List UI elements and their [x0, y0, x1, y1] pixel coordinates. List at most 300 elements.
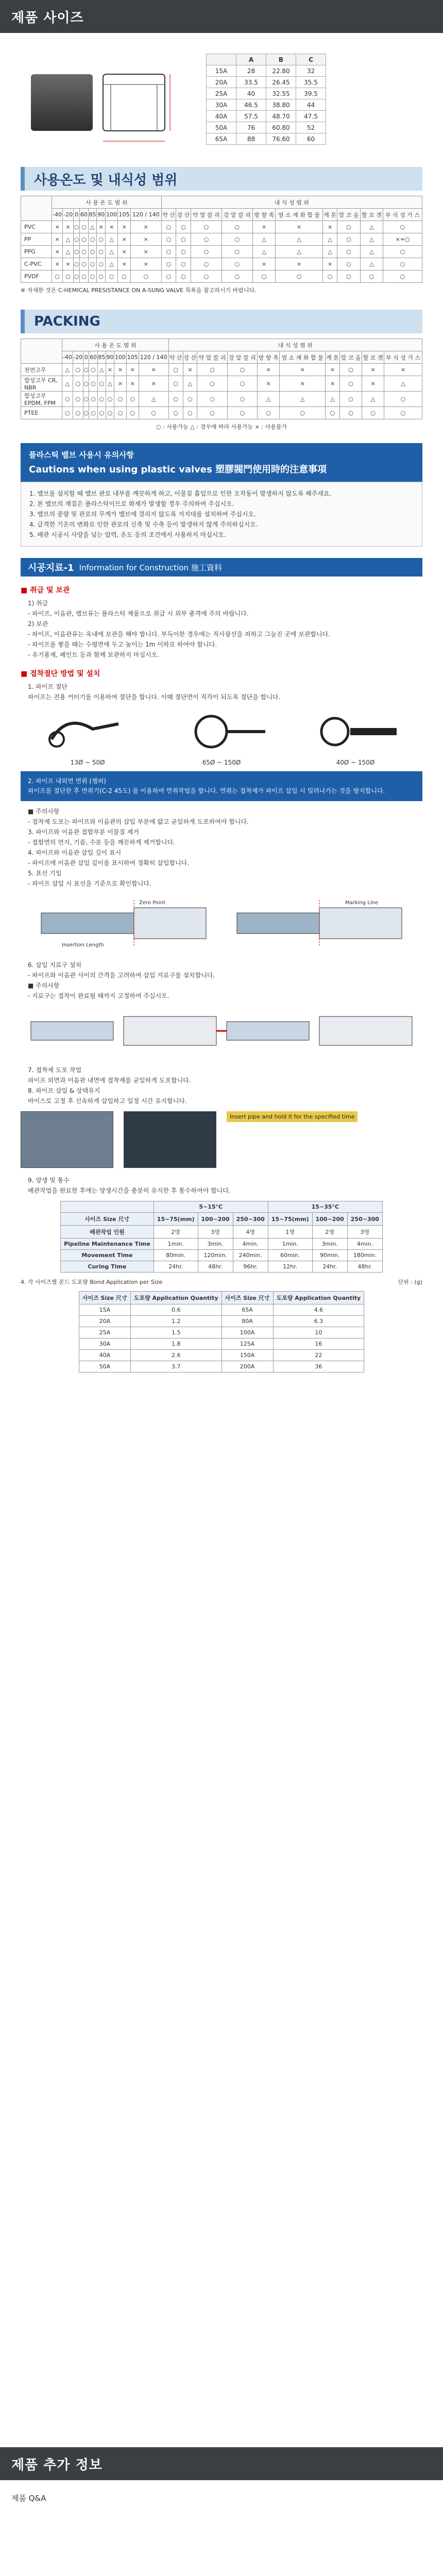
- rating-cell: ○: [79, 246, 88, 258]
- rating-cell: ○: [383, 258, 422, 270]
- size-cell: 76.60: [266, 133, 296, 145]
- row-label: C-PVC: [21, 258, 52, 270]
- rating-cell: ○: [326, 407, 340, 419]
- chem-col-header: 할 로 겐: [362, 351, 384, 364]
- rating-cell: ○: [126, 407, 139, 419]
- rating-cell: ○: [161, 221, 176, 233]
- cure-cell: 2명: [154, 1226, 198, 1239]
- rating-cell: ○: [74, 221, 80, 233]
- insertion-length-label: Insertion Length: [62, 942, 104, 948]
- material-row: [21, 258, 422, 270]
- rating-cell: △: [360, 233, 383, 246]
- text-line: 4. 파이프와 이음관 삽입 길이 표시: [28, 849, 122, 856]
- rating-cell: ○: [176, 270, 191, 283]
- app-row: [79, 1316, 364, 1327]
- joint-text: [21, 806, 422, 889]
- rating-cell: ○: [88, 246, 97, 258]
- rating-cell: ○: [191, 221, 222, 233]
- rating-cell: ○: [322, 270, 337, 283]
- row-label: PPG: [21, 246, 52, 258]
- rating-cell: ○: [73, 364, 83, 376]
- cutter-tools: [21, 708, 422, 766]
- rating-cell: ○: [52, 270, 63, 283]
- cure-cell: 90min.: [312, 1250, 347, 1261]
- extra-info-area: [0, 2447, 443, 2516]
- size-cell: 32: [296, 65, 326, 77]
- rating-cell: ○: [73, 392, 83, 407]
- row-label: PTEE: [21, 407, 62, 419]
- photo-row: [21, 1111, 422, 1168]
- size-cell: 28: [236, 65, 266, 77]
- text-line: 파이프는 전용 커터기를 이용하여 절단을 합니다. 이때 절단면이 직각이 되도록 절단을 합니다.: [28, 693, 281, 701]
- rating-cell: ○: [97, 270, 106, 283]
- chem-col-header: 약 알 칼 리: [191, 209, 222, 221]
- rating-cell: △: [63, 233, 74, 246]
- rating-cell: ×: [326, 364, 340, 376]
- text-line: 2) 보관: [28, 620, 48, 628]
- app-cell: 150A: [222, 1350, 273, 1361]
- chem-col-header: 강 산: [183, 351, 197, 364]
- rating-cell: ×: [118, 258, 130, 270]
- size-range: 15~75(mm): [154, 1213, 198, 1226]
- size-cell: 25A: [207, 88, 236, 99]
- size-cell: 20A: [207, 77, 236, 88]
- size-cell: 30A: [207, 99, 236, 111]
- rating-cell: ○: [176, 221, 191, 233]
- chamfer-box: [21, 771, 422, 801]
- cure-cell: 1명: [268, 1226, 312, 1239]
- text-line: 배관작업을 완료한 후에는 양생시간을 충분히 유지한 후 통수하여야 합니다.: [28, 1187, 231, 1194]
- rating-cell: ○: [62, 392, 73, 407]
- construction-guide-bar: 시공지료-1 Information for Construction 施工資料: [21, 558, 422, 577]
- curing-text: [21, 1175, 422, 1196]
- rating-cell: ×: [276, 258, 322, 270]
- rating-cell: ×: [280, 364, 326, 376]
- size-cell: 60.80: [266, 122, 296, 133]
- rating-cell: ×: [52, 246, 63, 258]
- cutting-title: ■ 접착절단 방법 및 설치: [21, 670, 100, 678]
- rating-cell: ○: [106, 407, 114, 419]
- app-row: [79, 1304, 364, 1316]
- app-cell: 100A: [222, 1327, 273, 1338]
- tool-small-cutter: 13Ø ~ 50Ø: [36, 708, 139, 766]
- text-line: 8. 파이프 삽입 & 상태유지: [28, 1087, 100, 1094]
- rating-cell: ○: [227, 392, 257, 407]
- rating-cell: ×: [130, 221, 161, 233]
- cure-cell: 4min.: [233, 1239, 268, 1250]
- size-row: [207, 77, 326, 88]
- cutting-text: [21, 682, 422, 702]
- rating-cell: ○: [360, 270, 383, 283]
- size-block: [21, 54, 422, 151]
- rating-cell: ○: [168, 364, 183, 376]
- rating-cell: ○: [191, 270, 222, 283]
- insertion-diagrams: [21, 895, 422, 954]
- app-cell: 1.8: [130, 1338, 222, 1350]
- cure-label: Curing Time: [61, 1261, 154, 1273]
- rating-cell: △: [62, 364, 73, 376]
- caution-header: 플라스틱 밸브 사용시 유의사항 Cautions when using plastic valves 塑膠閥門使用時的注意事項: [21, 443, 422, 482]
- cure-cell: 3명: [347, 1226, 382, 1239]
- material-row: [21, 246, 422, 258]
- text-line: - 파이프를 쌓을 때는 수평면에 두고 높이는 1m 이하로 하여야 합니다.: [28, 641, 217, 648]
- material-row: [21, 270, 422, 283]
- tool-large-cutter: 40Ø ~ 150Ø: [304, 708, 407, 766]
- rating-cell: ○: [97, 376, 106, 392]
- chem-col-header: 강 알 칼 리: [222, 209, 252, 221]
- chamfer-line: 2. 파이프 내외면 면취 (챔퍼): [28, 777, 106, 785]
- rating-cell: ×: [97, 221, 106, 233]
- cure-cell: 180min.: [347, 1250, 382, 1261]
- rating-cell: ○: [252, 270, 275, 283]
- rating-cell: ○: [89, 376, 97, 392]
- tool-medium-cutter: 65Ø ~ 150Ø: [170, 708, 273, 766]
- size-cell: 47.5: [296, 111, 326, 122]
- rating-cell: ○: [130, 270, 161, 283]
- rating-cell: ○: [168, 376, 183, 392]
- corner-cell: [61, 1201, 154, 1213]
- size-cell: 76: [236, 122, 266, 133]
- rating-cell: ○: [337, 221, 360, 233]
- caution-item: 5. 배관 시공시 사양을 넘는 압력, 온도 등의 조건에서 사용하지 마십시오.: [29, 531, 226, 538]
- rating-cell: ○: [79, 270, 88, 283]
- caution-item: 1. 밸브를 설치할 때 밸브 관로 내부를 깨끗하게 하고, 이물질 흡입으로 인한 오작동이 발생하지 않도록 해주세요.: [29, 490, 332, 497]
- rating-cell: ○: [97, 392, 106, 407]
- rating-cell: ×: [126, 376, 139, 392]
- size-cell: 65A: [207, 133, 236, 145]
- app-cell: 10: [273, 1327, 364, 1338]
- cure-cell: 48hr.: [347, 1261, 382, 1273]
- rating-cell: ○: [191, 258, 222, 270]
- packing-row: [21, 392, 422, 407]
- rating-cell: ×=○: [383, 233, 422, 246]
- size-cell: 46.5: [236, 99, 266, 111]
- size-row: [207, 88, 326, 99]
- app-cell: 3.7: [130, 1361, 222, 1372]
- cure-label: 배관작업 인원: [61, 1226, 154, 1239]
- rating-cell: ○: [176, 258, 191, 270]
- rating-cell: ○: [161, 258, 176, 270]
- text-line: - 파이프에 이음관 삽입 깊이를 표시하여 정확히 삽입합니다.: [28, 859, 190, 867]
- app-table-title: 4. 각 사이즈별 본드 도포량 Bond Application per Size 단위 : (g): [21, 1279, 422, 1285]
- rating-cell: ×: [362, 364, 384, 376]
- rating-cell: ×: [258, 376, 280, 392]
- row-label: 합성고무 EPDM, FPM: [21, 392, 62, 407]
- cure-row: [61, 1226, 383, 1239]
- cure-cell: 2명: [312, 1226, 347, 1239]
- row-label: 천연고무: [21, 364, 62, 376]
- size-row: [207, 65, 326, 77]
- rating-cell: △: [384, 376, 422, 392]
- rating-cell: ○: [83, 364, 89, 376]
- glue-text: [21, 1065, 422, 1106]
- temp-col-header: 0: [83, 351, 89, 364]
- text-line: 1) 취급: [28, 600, 48, 607]
- rating-cell: ○: [97, 407, 106, 419]
- cure-cell: 1min.: [268, 1239, 312, 1250]
- rating-cell: ○: [89, 392, 97, 407]
- photo-caption: Insert pipe and hold it for the specified time: [227, 1111, 422, 1168]
- size-cell: 88: [236, 133, 266, 145]
- rating-cell: ○: [339, 407, 362, 419]
- rating-cell: △: [106, 258, 118, 270]
- rating-cell: △: [276, 246, 322, 258]
- temp-col-header: 90: [97, 209, 106, 221]
- temp-col-header: 90: [106, 351, 114, 364]
- app-cell: 25A: [79, 1327, 130, 1338]
- rating-cell: ○: [280, 407, 326, 419]
- temp-range-table: [21, 196, 422, 283]
- chem-col-header: 약 산: [168, 351, 183, 364]
- size-row: [207, 99, 326, 111]
- cure-cell: 24hr.: [154, 1261, 198, 1273]
- temp-col-header: 105: [126, 351, 139, 364]
- rating-cell: ×: [139, 376, 168, 392]
- rating-cell: ×: [63, 258, 74, 270]
- text-line: 7. 접착제 도포 작업: [28, 1066, 82, 1074]
- temp-col-header: -20: [63, 209, 74, 221]
- rating-cell: ○: [183, 407, 197, 419]
- rating-cell: ○: [83, 376, 89, 392]
- size-cell: 39.5: [296, 88, 326, 99]
- rating-cell: ×: [384, 364, 422, 376]
- rating-cell: ○: [222, 258, 252, 270]
- size-cell: 38.80: [266, 99, 296, 111]
- app-cell: 4.6: [273, 1304, 364, 1316]
- app-cell: 40A: [79, 1350, 130, 1361]
- rating-cell: ○: [337, 246, 360, 258]
- temp-col-header: 100: [106, 209, 118, 221]
- rating-cell: ○: [97, 233, 106, 246]
- rating-cell: ○: [339, 364, 362, 376]
- cure-cell: 240min.: [233, 1250, 268, 1261]
- chem-col-header: 방 향 족: [258, 351, 280, 364]
- rating-cell: ×: [280, 376, 326, 392]
- rating-cell: ○: [126, 392, 139, 407]
- app-cell: 125A: [222, 1338, 273, 1350]
- temp-col-header: 85: [88, 209, 97, 221]
- temp-header: 15~35°C: [268, 1201, 382, 1213]
- rating-cell: ○: [161, 270, 176, 283]
- text-line: 1. 파이프 절단: [28, 683, 68, 690]
- rating-cell: ○: [161, 246, 176, 258]
- cure-label: Movement Time: [61, 1250, 154, 1261]
- rating-cell: ×: [252, 221, 275, 233]
- rating-cell: ×: [183, 364, 197, 376]
- app-cell: 1.5: [130, 1327, 222, 1338]
- rating-cell: △: [252, 233, 275, 246]
- rating-cell: ○: [161, 233, 176, 246]
- jig-text: [21, 960, 422, 1001]
- text-line: - 파이프, 이음관류는 옥내에 보관을 해야 합니다. 부득이한 경우에는 직사광선을 피하고 그늘진 곳에 보관합니다.: [28, 631, 331, 638]
- cure-cell: 12hr.: [268, 1261, 312, 1273]
- size-header-cell: A: [236, 54, 266, 65]
- cure-row: [61, 1239, 383, 1250]
- text-line: - 파이프, 이음관, 밸브류는 플라스틱 제품으로 취급 시 외부 충격에 주의 바랍니다.: [28, 610, 249, 617]
- cure-cell: 3명: [198, 1226, 233, 1239]
- text-line: 9. 양생 및 통수: [28, 1177, 70, 1184]
- rating-cell: ○: [62, 407, 73, 419]
- rating-cell: ○: [197, 364, 227, 376]
- rating-cell: △: [326, 392, 340, 407]
- app-cell: 50A: [79, 1361, 130, 1372]
- cure-cell: 48hr.: [198, 1261, 233, 1273]
- rating-cell: ○: [362, 407, 384, 419]
- temp-col-header: -40: [62, 351, 73, 364]
- rating-cell: ×: [63, 221, 74, 233]
- cure-row: [61, 1250, 383, 1261]
- chem-col-header: 염 소 계 화 합 물: [276, 209, 322, 221]
- rating-cell: ○: [106, 270, 118, 283]
- rating-cell: ○: [222, 246, 252, 258]
- size-header-cell: [207, 54, 236, 65]
- text-line: - 파이프와 이음관 사이의 간격을 고려하여 삽입 지료구를 설치합니다.: [28, 972, 215, 979]
- rating-cell: ○: [79, 233, 88, 246]
- app-cell: 22: [273, 1350, 364, 1361]
- text-line: 3. 파이프와 이음관 접합부분 이물질 제거: [28, 828, 139, 836]
- rating-cell: ○: [384, 392, 422, 407]
- size-cell: 35.5: [296, 77, 326, 88]
- app-cell: 15A: [79, 1304, 130, 1316]
- app-cell: 200A: [222, 1361, 273, 1372]
- rating-cell: ○: [176, 233, 191, 246]
- text-line: 5. 표선 기입: [28, 870, 62, 877]
- size-cell: 48.70: [266, 111, 296, 122]
- rating-cell: ×: [130, 233, 161, 246]
- rating-cell: △: [280, 392, 326, 407]
- chem-col-header: 부 식 성 가 스: [383, 209, 422, 221]
- chem-group-header: 내 식 성 범 위: [161, 196, 422, 209]
- text-line: 바이스로 고정 후 신속하게 삽입하고 일정 시간 유지합니다.: [28, 1097, 187, 1105]
- packing-title: PACKING: [21, 310, 422, 333]
- rating-cell: △: [97, 364, 106, 376]
- temp-col-header: 120 / 140: [130, 209, 161, 221]
- packing-legend: ○ : 사용가능 △ : 경우에 따라 사용가능 × : 사용불가: [156, 423, 287, 430]
- temp-col-header: 105: [118, 209, 130, 221]
- chamfer-line: 파이프를 절단한 후 면취기(C-2 45도) 를 이용하여 면취작업을 합니다. 면취는 접착제가 파이프 삽입 시 밀려나가는 것을 방지합니다.: [28, 787, 385, 794]
- temp-col-header: 60: [79, 209, 88, 221]
- temp-header: 5~15°C: [154, 1201, 268, 1213]
- packing-row: [21, 376, 422, 392]
- rating-cell: ○: [276, 270, 322, 283]
- rating-cell: △: [183, 376, 197, 392]
- temp-col-header: 60: [89, 351, 97, 364]
- temp-range-title: 사용온도 및 내식성 범위: [21, 167, 422, 191]
- rating-cell: ○: [197, 376, 227, 392]
- rating-cell: ○: [227, 376, 257, 392]
- section-title: 제품 사이즈: [11, 10, 84, 26]
- chem-col-header: 염 소 계 화 합 물: [280, 351, 326, 364]
- text-line: - 접합면의 먼지, 기름, 수분 등을 깨끗하게 제거합니다.: [28, 839, 175, 846]
- cure-cell: 60min.: [268, 1250, 312, 1261]
- rating-cell: ×: [362, 376, 384, 392]
- chem-col-header: 약 산: [161, 209, 176, 221]
- caution-item: 4. 급격한 기온의 변화로 인한 관로의 신축 및 수축 등이 발생하지 않게 주의하십시오.: [29, 521, 258, 528]
- row-label: PVDF: [21, 270, 52, 283]
- text-line: - 접착제 도포는 파이프와 이음관의 삽입 부분에 얇고 균일하게 도포하여야 합니다.: [28, 818, 249, 825]
- rating-cell: ×: [276, 221, 322, 233]
- size-range: 100~200: [312, 1213, 347, 1226]
- app-cell: 65A: [222, 1304, 273, 1316]
- rating-cell: ○: [74, 258, 80, 270]
- rating-cell: ○: [74, 246, 80, 258]
- app-header: 도포량 Application Quantity: [273, 1292, 364, 1304]
- rating-cell: ○: [227, 407, 257, 419]
- jig-diagram: [21, 1001, 422, 1065]
- rating-cell: △: [252, 246, 275, 258]
- material-row: [21, 233, 422, 246]
- insertion-diagram-right: [227, 895, 412, 954]
- rating-cell: ×: [118, 246, 130, 258]
- size-cell: 15A: [207, 65, 236, 77]
- rating-cell: ○: [183, 392, 197, 407]
- size-row: [207, 122, 326, 133]
- rating-cell: ×: [114, 364, 127, 376]
- app-cell: 16: [273, 1338, 364, 1350]
- photo-pipe-insert: [124, 1111, 216, 1168]
- cap-product-image: [21, 54, 175, 151]
- rating-cell: ×: [322, 258, 337, 270]
- rating-cell: ○: [339, 376, 362, 392]
- handling-text: [21, 598, 422, 660]
- section-banner-size: [0, 0, 443, 33]
- product-content: [21, 54, 422, 1372]
- text-line: ■ 주의사항: [28, 982, 60, 989]
- app-cell: 1.2: [130, 1316, 222, 1327]
- size-range: 100~200: [198, 1213, 233, 1226]
- app-cell: 80A: [222, 1316, 273, 1327]
- temp-col-header: 100: [114, 351, 127, 364]
- temp-group-header: 사 용 온 도 범 위: [52, 196, 162, 209]
- size-header: 사이즈 Size 尺寸: [61, 1213, 154, 1226]
- rating-cell: ×: [52, 258, 63, 270]
- text-line: ■ 주의사항: [28, 808, 60, 815]
- rating-cell: ○: [227, 364, 257, 376]
- rating-cell: ○: [258, 407, 280, 419]
- rating-cell: ○: [337, 258, 360, 270]
- chem-col-header: 부 식 성 가 스: [384, 351, 422, 364]
- rating-cell: ○: [339, 392, 362, 407]
- size-range: 250~300: [233, 1213, 268, 1226]
- zero-point-label: Zero Point: [139, 900, 166, 906]
- rating-cell: △: [322, 233, 337, 246]
- rating-cell: ○: [222, 233, 252, 246]
- app-cell: 2.6: [130, 1350, 222, 1361]
- text-line: 파이프 외면과 이음관 내면에 접착제를 균일하게 도포합니다.: [28, 1077, 191, 1084]
- size-range: 15~75(mm): [268, 1213, 312, 1226]
- rating-cell: ○: [197, 407, 227, 419]
- rating-cell: △: [106, 376, 114, 392]
- row-label: PVC: [21, 221, 52, 233]
- rating-cell: ○: [74, 233, 80, 246]
- rating-cell: ×: [139, 364, 168, 376]
- caution-item: 3. 밸브의 중량 및 관로의 무게가 밸브에 걸리지 않도록 지지대를 설치하여 주십시오.: [29, 511, 256, 518]
- cure-cell: 80min.: [154, 1250, 198, 1261]
- rating-cell: ○: [139, 407, 168, 419]
- rating-cell: ○: [88, 258, 97, 270]
- size-table: [206, 54, 326, 145]
- rating-cell: △: [63, 246, 74, 258]
- size-header-row: [207, 54, 326, 65]
- temp-col-header: 0: [74, 209, 80, 221]
- rating-cell: △: [276, 233, 322, 246]
- rating-cell: △: [88, 221, 97, 233]
- rating-cell: ×: [326, 376, 340, 392]
- size-row: [207, 133, 326, 145]
- app-row: [79, 1350, 364, 1361]
- row-label: PP: [21, 233, 52, 246]
- app-cell: 36: [273, 1361, 364, 1372]
